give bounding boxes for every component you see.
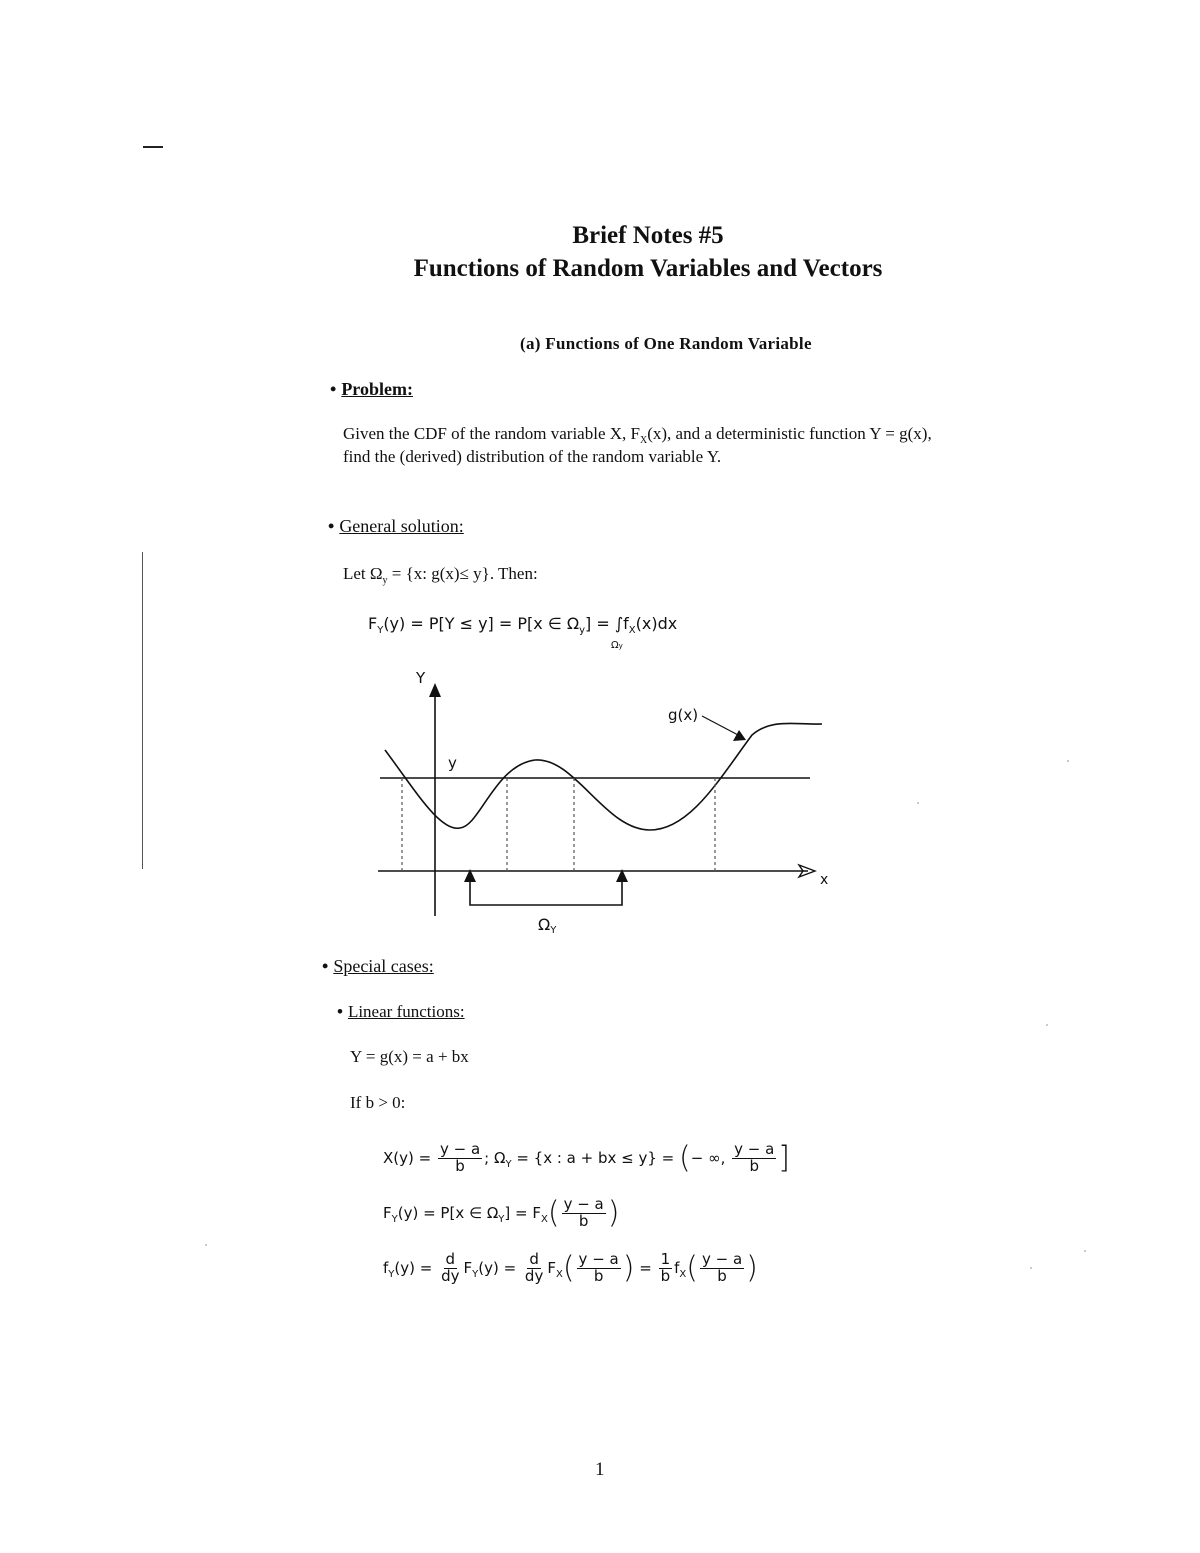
- general-solution-heading: • General solution:: [328, 516, 464, 536]
- document-title: Brief Notes #5: [572, 222, 724, 249]
- linear-equation: Y = g(x) = a + bx: [350, 1047, 469, 1066]
- y-axis-label: Y: [416, 669, 426, 687]
- g-curve: [385, 723, 822, 830]
- y-axis-arrowhead: [429, 683, 441, 697]
- pdf-linear-equation: $f_Y(y)$ = $\frac{d}{dy}$ $F_Y(y)$ = $\frac{d}{dy}$ $F_X$( $\frac{y - a}{b}$ ) = $\frac{1}{b}$ $f_X$( $\frac{y - a}{b}$ ): [383, 1250, 758, 1286]
- level-label: y: [448, 754, 457, 772]
- x-axis-label: x: [820, 872, 829, 888]
- cdf-equation: $F_Y(y) = P[Y \le y] = P[x$ ∈ $\Omega_y] = \int f_X(x)dx$: [368, 614, 678, 636]
- linear-functions-heading: • Linear functions:: [337, 1002, 465, 1021]
- pointer-arrowhead: [733, 730, 746, 741]
- let-statement: Let $\Omega_y = \{x$: g(x)≤ y}. Then:: [343, 564, 538, 586]
- page-number: 1: [595, 1459, 605, 1480]
- curve-pointer: [702, 716, 740, 736]
- problem-line-2: find the (derived) distribution of the random variable Y.: [343, 447, 722, 466]
- special-cases-heading: • Special cases:: [322, 956, 434, 976]
- region-label: ΩY: [538, 915, 557, 936]
- problem-heading: • Problem:: [330, 379, 413, 399]
- section-heading: (a) Functions of One Random Variable: [520, 334, 812, 353]
- document-subtitle: Functions of Random Variables and Vectors: [413, 255, 883, 282]
- cdf-linear-equation: $F_Y(y) = P[x$ ∈ $\Omega_Y] = F_X$( $\frac{y - a}{b}$ ): [383, 1195, 620, 1231]
- condition-b-positive: If b > 0:: [350, 1093, 406, 1112]
- region-bracket: [470, 877, 622, 905]
- inverse-function-equation: X(y) = $\frac{y - a}{b}$ ; $\Omega_Y = \{x$ : a + bx ≤ y} = (− ∞, $\frac{y - a}{b}$ ]: [383, 1140, 791, 1176]
- curve-label: g(x): [668, 706, 699, 724]
- problem-line-1: Given the CDF of the random variable X, $F_X(x)$, and a deterministic function Y = g(x),: [343, 424, 932, 446]
- integral-limit: Ωy: [611, 640, 623, 651]
